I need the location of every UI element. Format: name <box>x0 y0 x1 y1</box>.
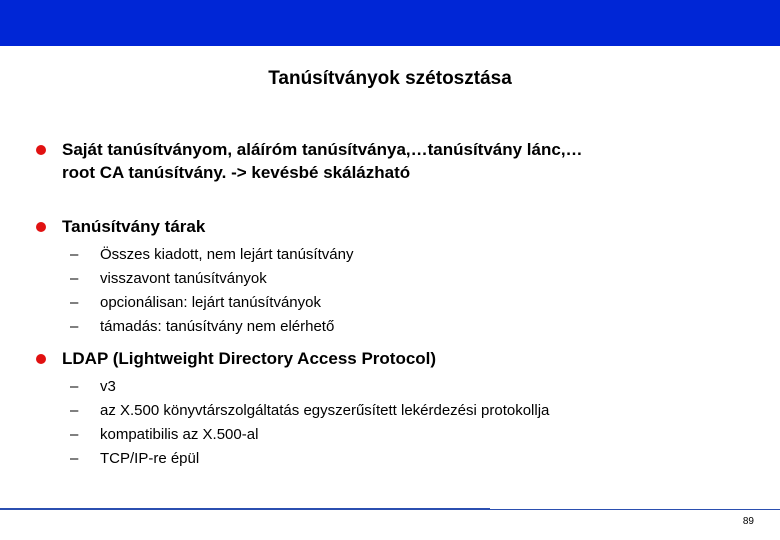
page-number: 89 <box>742 516 754 527</box>
sub-item-text: kompatibilis az X.500-al <box>100 426 259 443</box>
dash-marker: – <box>70 270 79 287</box>
sub-item-text: TCP/IP-re épül <box>100 450 200 467</box>
sub-item-text: opcionálisan: lejárt tanúsítványok <box>100 294 321 311</box>
bullet-item-3 <box>36 347 756 370</box>
dash-marker: – <box>70 378 79 395</box>
bullet-dot-icon <box>36 354 46 364</box>
bullet-item-1 <box>36 138 756 184</box>
sub-item <box>70 399 550 422</box>
sub-item <box>70 447 200 470</box>
sub-item <box>70 375 116 398</box>
bullet-2-line-1: Tanúsítvány tárak <box>62 217 206 236</box>
sub-item-text: visszavont tanúsítványok <box>100 270 267 287</box>
bullet-dot-icon <box>36 222 46 232</box>
sub-item-text: az X.500 könyvtárszolgáltatás egyszerűsített lekérdezési protokollja <box>100 402 550 419</box>
bullet-item-2 <box>36 215 756 238</box>
dash-marker: – <box>70 246 79 263</box>
sub-item <box>70 291 321 314</box>
dash-marker: – <box>70 426 79 443</box>
sub-item <box>70 315 335 338</box>
bullet-1-line-2: root CA tanúsítvány. -> kevésbé skálázható <box>62 163 411 182</box>
sub-item <box>70 423 259 446</box>
footer-rule <box>0 508 490 510</box>
slide-title: Tanúsítványok szétosztása <box>268 68 512 89</box>
dash-marker: – <box>70 402 79 419</box>
sub-item <box>70 243 354 266</box>
sub-item-text: v3 <box>100 378 116 395</box>
bullet-1-line-1: Saját tanúsítványom, aláíróm tanúsítványa,…tanúsítvány lánc,… <box>62 140 583 159</box>
dash-marker: – <box>70 318 79 335</box>
dash-marker: – <box>70 294 79 311</box>
sub-item-text: Összes kiadott, nem lejárt tanúsítvány <box>100 246 354 263</box>
sub-item <box>70 267 267 290</box>
footer-rule-thin <box>490 509 780 510</box>
sub-item-text: támadás: tanúsítvány nem elérhető <box>100 318 335 335</box>
bullet-dot-icon <box>36 145 46 155</box>
bullet-3-line-1: LDAP (Lightweight Directory Access Protocol) <box>62 349 437 368</box>
header-bar <box>0 0 780 46</box>
dash-marker: – <box>70 450 79 467</box>
